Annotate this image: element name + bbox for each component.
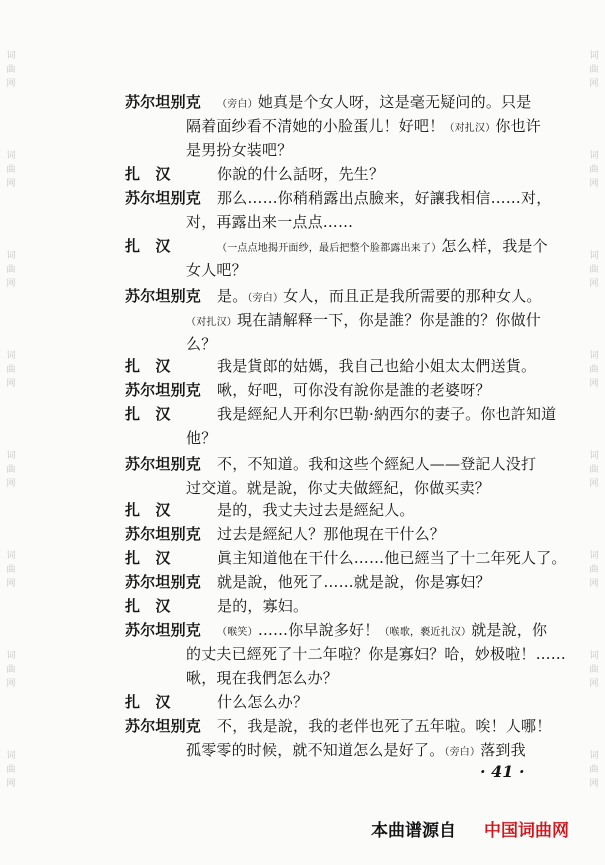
- speaker-name: 扎 汉: [125, 501, 171, 519]
- edge-watermark-glyph: 曲: [6, 565, 16, 575]
- dialogue-line: [125, 188, 551, 208]
- spoken-text: 怎么样，我是个: [441, 237, 548, 255]
- stage-direction: （喉歌，褻近扎汉）: [379, 627, 472, 638]
- spoken-text: 就是說，他死了……就是說，你是寡妇？: [217, 573, 491, 591]
- edge-watermark-glyph: 曲: [589, 465, 599, 475]
- dialogue-line: [186, 740, 526, 763]
- dialogue-line: [125, 500, 415, 520]
- spoken-text: 他？: [186, 429, 217, 447]
- speaker-name: 苏尔坦别克: [125, 455, 202, 473]
- dialogue-line: [125, 164, 384, 184]
- dialogue-line: [125, 380, 491, 400]
- spoken-text: 我是貨郎的姑媽，我自己也給小姐太太們送貨。: [217, 357, 537, 375]
- edge-watermark-glyph: 词: [589, 551, 599, 561]
- dialogue-line: [125, 286, 542, 309]
- edge-watermark-glyph: 词: [589, 651, 599, 661]
- footer-site-link[interactable]: 中国词曲网: [484, 821, 569, 841]
- speaker-name: 苏尔坦别克: [125, 525, 202, 543]
- edge-watermark-glyph: 网: [6, 779, 16, 789]
- edge-watermark-glyph: 网: [589, 479, 599, 489]
- spoken-text: 隔着面纱看不清她的小脸蛋儿！好吧！: [186, 117, 445, 135]
- spoken-text: 孤零零的时候，就不知道怎么是好了。: [186, 741, 445, 759]
- stage-direction: （旁白）: [247, 293, 284, 304]
- stage-direction: （一点点地揭开面纱，最后把整个脸都露出来了）: [217, 243, 442, 254]
- edge-watermark-glyph: 网: [589, 379, 599, 389]
- edge-watermark-glyph: 曲: [6, 265, 16, 275]
- edge-watermark-glyph: 词: [6, 251, 16, 261]
- edge-watermark-glyph: 词: [589, 751, 599, 761]
- spoken-text: 她真是个女人呀，这是毫无疑问的。只是: [257, 93, 532, 111]
- speaker-name: 苏尔坦别克: [125, 573, 202, 591]
- edge-watermark-glyph: 网: [6, 179, 16, 189]
- spoken-text: 就是說，你: [471, 621, 548, 639]
- speaker-name: 扎 汉: [125, 597, 171, 615]
- dialogue-line: [125, 596, 308, 616]
- speaker-name: 扎 汉: [125, 357, 171, 375]
- dialogue-line: [125, 620, 547, 643]
- edge-watermark-glyph: 网: [6, 279, 16, 289]
- speaker-name: 扎 汉: [125, 165, 171, 183]
- stage-direction: （旁白）: [444, 747, 481, 758]
- spoken-text: 是。: [217, 287, 248, 305]
- edge-watermark-glyph: 曲: [6, 765, 16, 775]
- edge-watermark-glyph: 曲: [6, 65, 16, 75]
- dialogue-line: [186, 478, 490, 498]
- spoken-text: 不，我是說，我的老伴也死了五年啦。唉！人哪！: [217, 717, 552, 735]
- speaker-name: 苏尔坦别克: [125, 381, 202, 399]
- speaker-name: 苏尔坦别克: [125, 189, 202, 207]
- spoken-text: 啾，好吧，可你没有說你是誰的老婆呀？: [217, 381, 491, 399]
- edge-watermark-glyph: 曲: [6, 365, 16, 375]
- spoken-text: 什么怎么办？: [217, 693, 309, 711]
- edge-watermark-glyph: 词: [6, 551, 16, 561]
- dialogue-line: [125, 524, 445, 544]
- edge-watermark-glyph: 曲: [6, 465, 16, 475]
- dialogue-line: [186, 668, 338, 688]
- spoken-text: 現在請解释一下，你是誰？你是誰的？你做什: [237, 311, 542, 329]
- spoken-text: 是的，寡妇。: [217, 597, 309, 615]
- dialogue-line: [125, 454, 536, 474]
- dialogue-line: [186, 260, 247, 280]
- edge-watermark-glyph: 网: [589, 779, 599, 789]
- speaker-name: 扎 汉: [125, 405, 171, 423]
- edge-watermark-glyph: 网: [6, 579, 16, 589]
- spoken-text: 过交道。就是說，你丈夫做經紀，你做买卖？: [186, 479, 491, 497]
- spoken-text: 眞主知道他在干什么……他已經当了十二年死人了。: [217, 549, 567, 567]
- stage-direction: （对扎汉）: [186, 317, 237, 328]
- edge-watermark-glyph: 词: [6, 351, 16, 361]
- edge-watermark-glyph: 曲: [6, 165, 16, 175]
- dialogue-line: [125, 692, 308, 712]
- speaker-name: 扎 汉: [125, 549, 171, 567]
- spoken-text: 过去是經紀人？那他現在干什么？: [217, 525, 446, 543]
- spoken-text: 的丈夫已經死了十二年啦？你是寡妇？哈，妙极啦！……: [186, 645, 567, 663]
- spoken-text: 落到我: [480, 741, 526, 759]
- spoken-text: 女人，而且正是我所需要的那种女人。: [283, 287, 542, 305]
- dialogue-line: [186, 310, 541, 333]
- spoken-text: 啾，現在我們怎么办？: [186, 669, 339, 687]
- edge-watermark-glyph: 网: [589, 679, 599, 689]
- spoken-text: 是的，我丈夫过去是經紀人。: [217, 501, 415, 519]
- dialogue-line: [125, 548, 567, 568]
- dialogue-line: [125, 236, 548, 259]
- edge-watermark-glyph: 词: [589, 151, 599, 161]
- edge-watermark-glyph: 词: [589, 51, 599, 61]
- edge-watermark-glyph: 网: [589, 579, 599, 589]
- spoken-text: 你也许: [495, 117, 542, 135]
- edge-watermark-glyph: 网: [6, 479, 16, 489]
- dialogue-line: [186, 140, 292, 160]
- edge-watermark-glyph: 曲: [589, 565, 599, 575]
- edge-watermark-glyph: 曲: [589, 265, 599, 275]
- stage-direction: （旁白）: [217, 99, 258, 110]
- edge-watermark-glyph: 网: [6, 379, 16, 389]
- speaker-name: 苏尔坦别克: [125, 717, 202, 735]
- edge-watermark-glyph: 曲: [589, 65, 599, 75]
- stage-direction: （对扎汉）: [444, 123, 496, 134]
- stage-direction: （喉笑）: [217, 627, 258, 638]
- dialogue-line: [125, 572, 491, 592]
- edge-watermark-glyph: 网: [6, 679, 16, 689]
- edge-watermark-glyph: 曲: [589, 365, 599, 375]
- edge-watermark-glyph: 词: [6, 451, 16, 461]
- edge-watermark-glyph: 词: [589, 351, 599, 361]
- dialogue-line: [125, 716, 551, 736]
- dialogue-line: [186, 644, 566, 664]
- edge-watermark-glyph: 曲: [589, 165, 599, 175]
- dialogue-line: [125, 356, 536, 376]
- spoken-text: 么？: [186, 335, 217, 353]
- speaker-name: 苏尔坦别克: [125, 287, 202, 305]
- dialogue-line: [186, 334, 216, 354]
- edge-watermark-glyph: 网: [589, 179, 599, 189]
- spoken-text: 我是經紀人开利尔巴勒·納西尔的妻子。你也許知道: [217, 405, 557, 423]
- spoken-text: 你說的什么話呀，先生？: [217, 165, 385, 183]
- speaker-name: 扎 汉: [125, 693, 171, 711]
- spoken-text: 那么……你稍稍露出点臉来，好讓我相信……对，: [217, 189, 552, 207]
- dialogue-line: [186, 212, 353, 232]
- spoken-text: 对，再露出来一点点……: [186, 213, 354, 231]
- edge-watermark-glyph: 曲: [6, 665, 16, 675]
- dialogue-line: [186, 116, 541, 139]
- speaker-name: 苏尔坦别克: [125, 621, 202, 639]
- edge-watermark-glyph: 词: [589, 251, 599, 261]
- edge-watermark-glyph: 网: [589, 79, 599, 89]
- edge-watermark-glyph: 网: [589, 279, 599, 289]
- dialogue-line: [125, 404, 556, 424]
- edge-watermark-glyph: 词: [589, 451, 599, 461]
- edge-watermark-glyph: 曲: [589, 665, 599, 675]
- edge-watermark-glyph: 曲: [589, 765, 599, 775]
- edge-watermark-glyph: 词: [6, 51, 16, 61]
- dialogue-line: [125, 92, 531, 115]
- edge-watermark-glyph: 词: [6, 751, 16, 761]
- edge-watermark-glyph: 词: [6, 151, 16, 161]
- spoken-text: 不，不知道。我和这些个經紀人——登記人没打: [217, 455, 537, 473]
- edge-watermark-glyph: 词: [6, 651, 16, 661]
- spoken-text: 女人吧？: [186, 261, 247, 279]
- page-number: · 41 ·: [480, 762, 525, 781]
- spoken-text: ……你早說多好！: [257, 621, 380, 639]
- speaker-name: 苏尔坦别克: [125, 93, 202, 111]
- footer-source-label: 本曲谱源自: [371, 821, 456, 841]
- dialogue-line: [186, 428, 216, 448]
- edge-watermark-glyph: 网: [6, 79, 16, 89]
- spoken-text: 是男扮女装吧？: [186, 141, 293, 159]
- speaker-name: 扎 汉: [125, 237, 171, 255]
